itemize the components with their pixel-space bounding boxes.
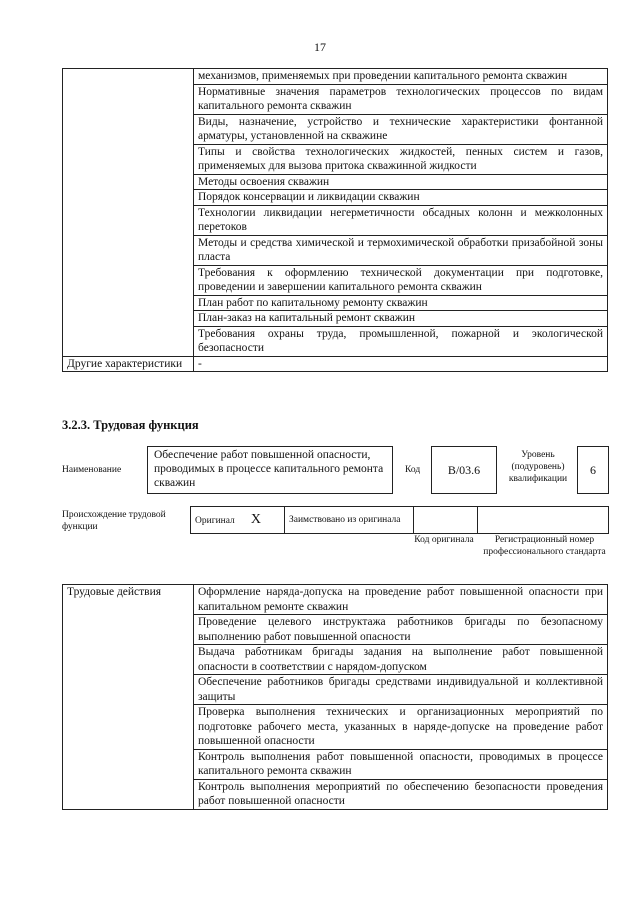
function-name-box: Обеспечение работ повышенной опасности, проводимых в процессе капитального ремонта скважин bbox=[147, 446, 393, 494]
borrowed-cell: Заимствовано из оригинала bbox=[285, 507, 414, 534]
page-number: 17 bbox=[314, 40, 326, 54]
knowledge-table bbox=[62, 68, 608, 372]
function-code-box: B/03.6 bbox=[431, 446, 497, 494]
labor-action-item: Проведение целевого инструктажа работников бригады по безопасному выполнению работ повышенной опасности bbox=[194, 615, 608, 645]
table-label-cell bbox=[63, 69, 194, 357]
labor-actions-label: Трудовые действия bbox=[63, 585, 194, 810]
other-characteristics-value: - bbox=[194, 356, 608, 372]
knowledge-item: Методы освоения скважин bbox=[194, 174, 608, 190]
original-code-caption: Код оригинала bbox=[414, 535, 474, 545]
knowledge-item: механизмов, применяемых при проведении капитального ремонта скважин bbox=[194, 69, 608, 85]
original-mark: X bbox=[250, 511, 261, 527]
labor-action-item: Оформление наряда-допуска на проведение работ повышенной опасности при капитальном ремонте скважин bbox=[194, 585, 608, 615]
table-row bbox=[191, 507, 609, 534]
original-cell bbox=[191, 507, 285, 534]
name-label: Наименование bbox=[62, 465, 122, 475]
other-characteristics-label: Другие характеристики bbox=[63, 356, 194, 372]
labor-action-item: Контроль выполнения работ повышенной опасности, проводимых в процессе капитального ремонта скважин bbox=[194, 749, 608, 779]
original-code-cell bbox=[414, 507, 478, 534]
original-label: Оригинал bbox=[195, 515, 235, 526]
table-row bbox=[63, 585, 608, 615]
origin-table bbox=[190, 506, 609, 534]
knowledge-item: Типы и свойства технологических жидкостей, пенных систем и газов, применяемых для вызова притока скважинной жидкости bbox=[194, 144, 608, 174]
knowledge-item: План-заказ на капитальный ремонт скважин bbox=[194, 311, 608, 327]
labor-action-item: Проверка выполнения технических и организационных мероприятий по подготовке рабочего места, указанных в наряде-допуске на проведение работ повышенной опасности bbox=[194, 705, 608, 750]
labor-action-item: Выдача работникам бригады задания на выполнение работ повышенной опасности в соответствии с нарядом-допуском bbox=[194, 645, 608, 675]
labor-actions-table bbox=[62, 584, 608, 810]
qualification-level-box: 6 bbox=[577, 446, 609, 494]
labor-action-item: Обеспечение работников бригады средствами индивидуальной и коллективной защиты bbox=[194, 675, 608, 705]
knowledge-item: Требования к оформлению технической документации при подготовке, проведении и завершении капитального ремонта скважин bbox=[194, 265, 608, 295]
qualification-level-label: Уровень (подуровень) квалификации bbox=[508, 450, 568, 484]
registration-number-caption: Регистрационный номер профессионального стандарта bbox=[483, 535, 606, 557]
knowledge-item: Требования охраны труда, промышленной, пожарной и экологической безопасности bbox=[194, 326, 608, 356]
knowledge-item: План работ по капитальному ремонту скважин bbox=[194, 295, 608, 311]
knowledge-item: Виды, назначение, устройство и технические характеристики фонтанной арматуры, установленной на скважине bbox=[194, 114, 608, 144]
table-row bbox=[63, 69, 608, 85]
origin-label: Происхождение трудовой функции bbox=[62, 510, 166, 532]
knowledge-item: Технологии ликвидации негерметичности обсадных колонн и межколонных перетоков bbox=[194, 205, 608, 235]
labor-action-item: Контроль выполнения мероприятий по обеспечению безопасности проведения работ повышенной опасности bbox=[194, 779, 608, 809]
table-row bbox=[63, 356, 608, 372]
code-label: Код bbox=[405, 465, 421, 475]
section-heading: 3.2.3. Трудовая функция bbox=[62, 418, 199, 432]
registration-number-cell bbox=[478, 507, 609, 534]
knowledge-item: Методы и средства химической и термохимической обработки призабойной зоны пласта bbox=[194, 235, 608, 265]
knowledge-item: Порядок консервации и ликвидации скважин bbox=[194, 190, 608, 206]
knowledge-item: Нормативные значения параметров технологических процессов по видам капитального ремонта скважин bbox=[194, 84, 608, 114]
